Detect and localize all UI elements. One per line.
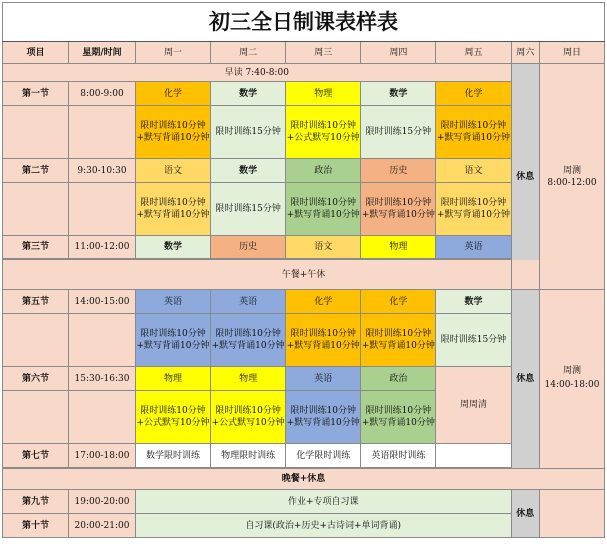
- header-cell: 周五: [436, 42, 511, 64]
- header-row: [3, 42, 605, 64]
- subject-cell: 数学限时训练: [135, 444, 210, 468]
- sunday-test-label: 周测: [562, 165, 581, 176]
- subject-cell: 英语: [436, 236, 511, 259]
- period-name: 第七节: [3, 444, 69, 468]
- subject-cell: 化学: [135, 82, 210, 106]
- header-cell: 星期/时间: [68, 42, 135, 64]
- header-cell: 周二: [211, 42, 286, 64]
- period-name: 第三节: [3, 236, 69, 259]
- subject-cell: 物理: [286, 82, 361, 106]
- subject-cell: 政治: [361, 367, 436, 391]
- task-cell: 限时训练10分钟+默写背诵10分钟: [361, 391, 436, 444]
- subject-cell: 化学: [361, 290, 436, 314]
- task-cell: 限时训练10分钟+默写背诵10分钟: [211, 314, 286, 367]
- subject-cell: 数学: [436, 290, 511, 314]
- subject-cell: 语文: [286, 236, 361, 259]
- subject-cell: 政治: [286, 159, 361, 183]
- period-name: 第五节: [3, 290, 69, 314]
- period-time: 17:00-18:00: [68, 444, 135, 468]
- saturday-rest-evening: 休息: [511, 490, 539, 538]
- task-cell: 限时训练15分钟: [361, 106, 436, 159]
- subject-cell: 数学: [361, 82, 436, 106]
- header-cell: 周三: [286, 42, 361, 64]
- subject-cell: 英语限时训练: [361, 444, 436, 468]
- morning-read-banner: 早读 7:40-8:00: [3, 64, 512, 82]
- period-name: 第九节: [3, 490, 69, 514]
- saturday-rest-pm: 休息: [511, 290, 539, 469]
- sunday-test-pm: [539, 290, 604, 469]
- task-cell: 限时训练10分钟+默写背诵10分钟: [286, 314, 361, 367]
- task-cell: 限时训练10分钟+公式默写10分钟: [135, 391, 210, 444]
- header-cell: 周日: [539, 42, 604, 64]
- task-cell: 限时训练10分钟+默写背诵10分钟: [286, 183, 361, 236]
- sunday-test-label: 周测: [562, 366, 581, 376]
- period-name: 第十节: [3, 514, 69, 538]
- subject-cell: 物理: [135, 367, 210, 391]
- subject-cell: 英语: [211, 290, 286, 314]
- period-time: 19:00-20:00: [68, 490, 135, 514]
- task-cell: 限时训练10分钟+默写背诵10分钟: [135, 314, 210, 367]
- period-time: 20:00-21:00: [68, 514, 135, 538]
- subject-cell: 英语: [286, 367, 361, 391]
- lunch-banner: 午餐+午休: [3, 260, 605, 290]
- subject-cell: 数学: [135, 236, 210, 259]
- sunday-test-am: [539, 64, 604, 290]
- task-cell: 限时训练10分钟+默写背诵10分钟: [436, 183, 511, 236]
- task-cell: 限时训练10分钟+默写背诵10分钟: [286, 391, 361, 444]
- subject-cell: 化学: [286, 290, 361, 314]
- page-title: 初三全日制课表样表: [3, 3, 605, 42]
- task-cell: 限时训练10分钟+默写背诵10分钟: [436, 106, 511, 159]
- task-cell: 限时训练15分钟: [211, 183, 286, 236]
- subject-cell: 英语: [135, 290, 210, 314]
- activity-cell: 自习课(政治+历史+古诗词+单词背诵): [135, 514, 511, 538]
- period-time: 15:30-16:30: [68, 367, 135, 391]
- period-name: 第二节: [3, 159, 69, 183]
- header-cell: 周一: [135, 42, 210, 64]
- subject-cell: 语文: [135, 159, 210, 183]
- task-cell: 限时训练10分钟+公式默写10分钟: [211, 391, 286, 444]
- header-cell: 项目: [3, 42, 69, 64]
- activity-cell: 作业+专项自习课: [135, 490, 511, 514]
- subject-cell: 化学: [436, 82, 511, 106]
- table-row: [3, 290, 605, 314]
- header-cell: 周四: [361, 42, 436, 64]
- dinner-banner: 晚餐+休息: [3, 469, 605, 490]
- period-name: 第六节: [3, 367, 69, 391]
- header-cell: 周六: [511, 42, 539, 64]
- period-time: 14:00-15:00: [68, 290, 135, 314]
- subject-cell: 化学限时训练: [286, 444, 361, 468]
- task-cell: 限时训练10分钟+默写背诵10分钟: [135, 106, 210, 159]
- sunday-test-time: 14:00-18:00: [544, 380, 600, 390]
- subject-cell: 物理: [211, 367, 286, 391]
- table-row: [3, 490, 605, 514]
- task-cell: 限时训练15分钟: [211, 106, 286, 159]
- period-time: 11:00-12:00: [68, 236, 135, 259]
- subject-cell: 数学: [211, 82, 286, 106]
- schedule-table: [2, 2, 605, 538]
- subject-cell: 物理: [361, 236, 436, 259]
- subject-cell: 历史: [361, 159, 436, 183]
- subject-cell: 数学: [211, 159, 286, 183]
- subject-cell: 历史: [211, 236, 286, 259]
- task-cell: 限时训练10分钟+默写背诵10分钟: [361, 314, 436, 367]
- task-cell: 限时训练10分钟+默写背诵10分钟: [361, 183, 436, 236]
- subject-cell: 语文: [436, 159, 511, 183]
- task-cell: 限时训练10分钟+公式默写10分钟: [286, 106, 361, 159]
- task-cell: 限时训练10分钟+默写背诵10分钟: [135, 183, 210, 236]
- sunday-test-time: 8:00-12:00: [547, 177, 597, 188]
- subject-cell: 物理限时训练: [211, 444, 286, 468]
- task-cell: 限时训练15分钟: [436, 314, 511, 367]
- period-time: 8:00-9:00: [68, 82, 135, 106]
- period-name: 第一节: [3, 82, 69, 106]
- weekly-review-cell: 周周清: [436, 367, 511, 444]
- saturday-rest-am: 休息: [511, 64, 539, 290]
- period-time: 9:30-10:30: [68, 159, 135, 183]
